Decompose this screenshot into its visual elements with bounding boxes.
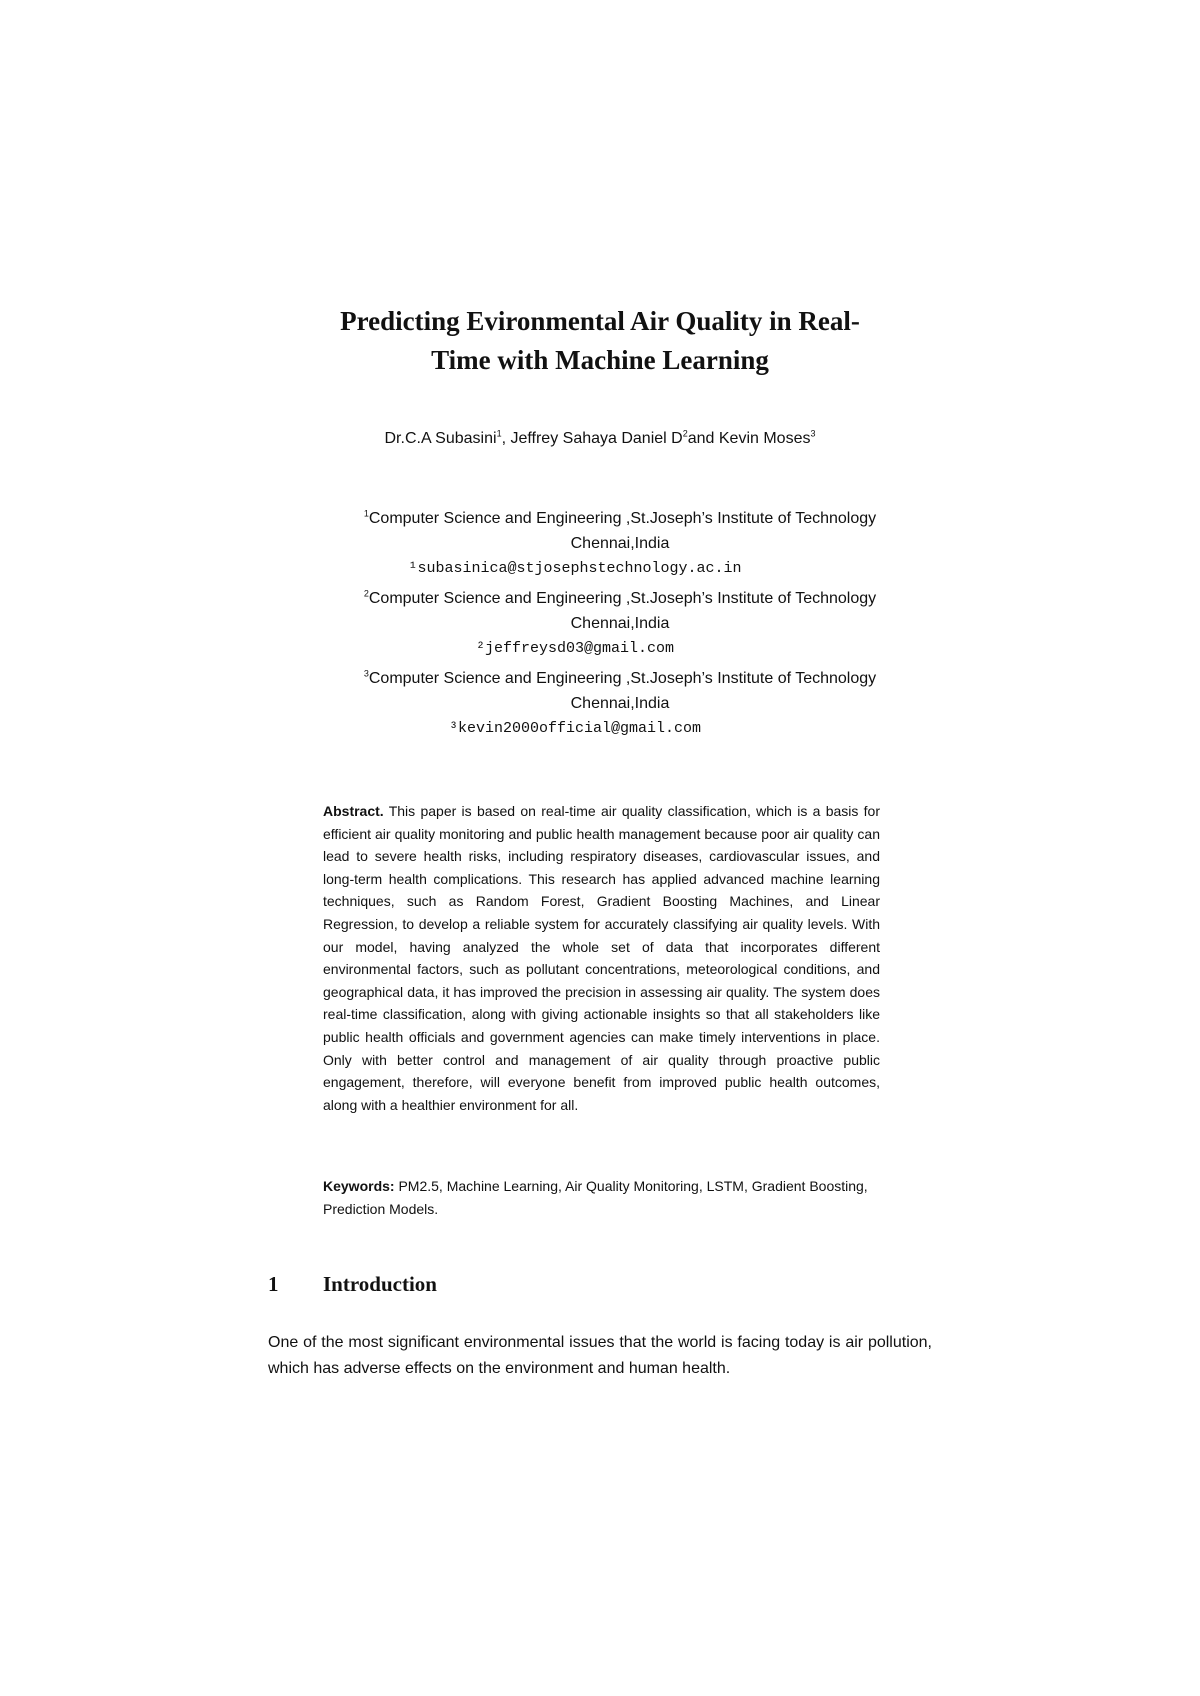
affiliation-city: Chennai,India bbox=[570, 535, 670, 552]
affiliation-city: Chennai,India bbox=[570, 695, 670, 712]
affiliation-block bbox=[300, 586, 940, 661]
author-name: Kevin Moses bbox=[718, 430, 811, 447]
affiliation-email: ¹subasinica@stjosephstechnology.ac.in bbox=[408, 560, 742, 577]
affiliation-superscript: 3 bbox=[363, 668, 369, 679]
section-title: Introduction bbox=[323, 1272, 437, 1296]
author-list bbox=[300, 430, 900, 448]
affiliation-department: $^3$Computer Science and Engineering ,St.Joseph’s Institute of Technology bbox=[363, 668, 877, 687]
intro-paragraph: One of the most significant environmental issues that the world is facing today is air pollution, which has adverse effects on the environment and human health. bbox=[268, 1334, 932, 1377]
affiliation-city: Chennai,India bbox=[570, 615, 670, 632]
affiliation-email: ²jeffreysd03@gmail.com bbox=[475, 640, 675, 657]
affiliation-superscript: 2 bbox=[363, 588, 369, 599]
abstract-label: Abstract. bbox=[323, 803, 384, 819]
abstract bbox=[323, 800, 880, 1116]
section-heading bbox=[268, 1272, 968, 1297]
affiliation-block bbox=[300, 506, 940, 581]
author-superscript: 2 bbox=[682, 428, 688, 439]
section-number: 1 bbox=[268, 1272, 279, 1296]
affiliation-department: $^2$Computer Science and Engineering ,St.Joseph’s Institute of Technology bbox=[363, 588, 877, 607]
author-separator: and bbox=[687, 430, 719, 447]
affiliation-block bbox=[300, 666, 940, 741]
title-line-1: Predicting Evironmental Air Quality in Real- bbox=[340, 306, 860, 336]
author-separator: , bbox=[501, 430, 511, 447]
affiliation-superscript: 1 bbox=[363, 508, 369, 519]
author-name: Dr.C.A Subasini bbox=[384, 430, 497, 447]
keywords-text: PM2.5, Machine Learning, Air Quality Monitoring, LSTM, Gradient Boosting, Prediction Models. bbox=[323, 1178, 868, 1217]
keywords-label: Keywords: bbox=[323, 1178, 395, 1194]
affiliation-email: ³kevin2000official@gmail.com bbox=[448, 720, 702, 737]
affiliation-department: $^1$Computer Science and Engineering ,St.Joseph’s Institute of Technology bbox=[363, 508, 877, 527]
abstract-text: This paper is based on real-time air quality classification, which is a basis for efficient air quality monitoring and public health management because poor air quality can lead to severe health risks, including respiratory diseases, cardiovascular issues, and long-term health complications. This research has applied advanced machine learning techniques, such as Random Forest, Gradient Boosting Machines, and Linear Regression, to develop a reliable system for accurately classifying air quality levels. With our model, having analyzed the whole set of data that incorporates different environmental factors, such as pollutant concentrations, meteorological conditions, and geographical data, it has improved the precision in assessing air quality. The system does real-time classification, along with giving actionable insights so that all stakeholders like public health officials and government agencies can make timely interventions in place. Only with better control and management of air quality through proactive public engagement, therefore, will everyone benefit from improved public health outcomes, along with a healthier environment for all. bbox=[323, 803, 880, 1113]
author-name: Jeffrey Sahaya Daniel D bbox=[510, 430, 683, 447]
keywords bbox=[323, 1175, 880, 1221]
author-superscript: 1 bbox=[496, 428, 502, 439]
paper-title bbox=[300, 302, 900, 380]
title-line-2: Time with Machine Learning bbox=[431, 345, 769, 375]
author-superscript: 3 bbox=[810, 428, 816, 439]
